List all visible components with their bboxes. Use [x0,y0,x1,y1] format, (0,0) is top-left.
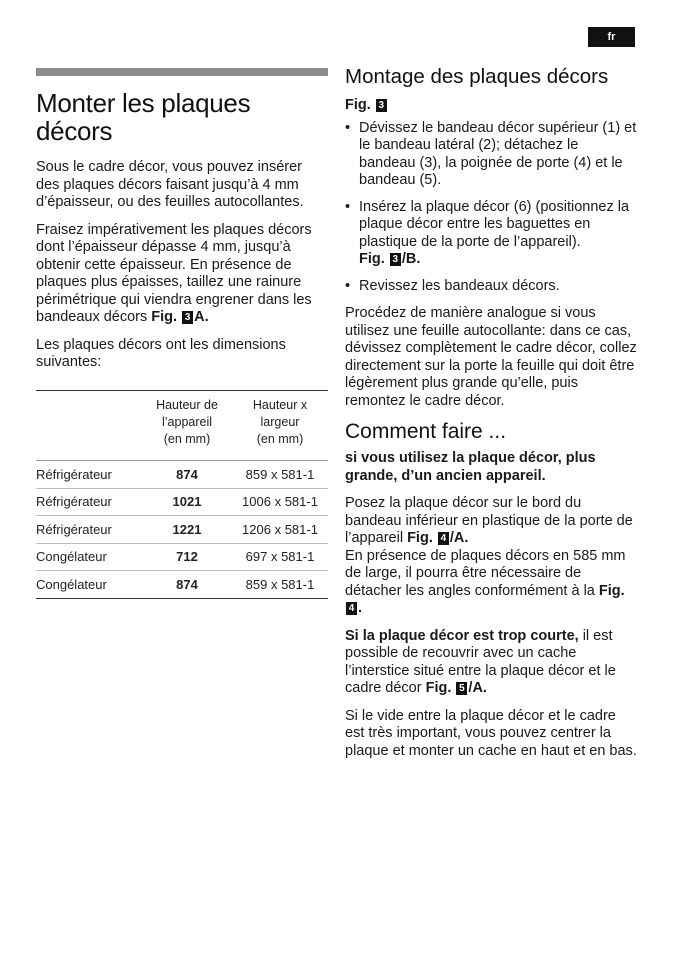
section-rule [36,68,328,76]
figure-reference [345,97,637,115]
row-dims: 1206 x 581-1 [232,516,328,544]
header-line: Hauteur de [156,398,218,412]
fig-label: Fig. [425,680,452,696]
list-item [345,199,637,269]
language-tab: fr [588,27,635,47]
too-short-lead: Si la plaque décor est trop courte, [345,627,579,644]
milling-paragraph [36,222,328,327]
how-to-lead: si vous utilisez la plaque décor, plus grande, d’un ancien appareil. [345,450,596,484]
row-height: 1021 [142,488,232,516]
too-short-text: il est possible de recouvrir avec un cache l’interstice situé entre la plaque décor et le cadre décor [345,627,616,696]
header-line: (en mm) [256,432,304,446]
row-type: Réfrigérateur [36,516,142,544]
figure-reference [151,309,208,325]
header-line: l’appareil [161,415,213,429]
milling-text: Fraisez impérativement les plaques décors dont l’épaisseur dépasse 4 mm, jusqu’à obtenir cette épaisseur. En présence de plaques plus épaisses, taillez une rainure périmétrique qui viendra engrener dans les bandeaux décors [36,221,312,325]
row-type: Réfrigérateur [36,461,142,489]
fig-suffix: /A. [468,680,487,696]
list-item [345,278,637,296]
figure-number-badge: 5 [456,682,467,695]
place-paragraph [345,495,637,618]
fig-label: Fig. [598,582,625,599]
table-row [36,516,328,544]
figure-number-badge: 4 [438,532,449,545]
row-height: 874 [142,461,232,489]
fig-suffix: A. [194,309,209,325]
table-header-height [142,391,232,461]
step-text: Revissez les bandeaux décors. [359,277,560,294]
fig-suffix: /B. [401,251,421,267]
fig-label: Fig. [151,309,178,325]
figure-reference [359,251,420,267]
header-line: Hauteur x [252,398,308,412]
dimensions-table [36,390,328,599]
intro-paragraph: Sous le cadre décor, vous pouvez insérer des plaques décors faisant jusqu’à 4 mm d’épaisseur, ou des feuilles autocollantes. [36,159,304,210]
fig-label: Fig. [345,97,371,113]
row-height: 874 [142,571,232,599]
step-text: Insérez la plaque décor (6) (positionnez la plaque décor entre les baguettes en plastique de la porte de l’appareil). [359,198,630,250]
table-row [36,571,328,599]
too-short-paragraph [345,628,637,698]
row-type: Congélateur [36,543,142,571]
place-text: Posez la plaque décor sur le bord du bandeau inférieur en plastique de la porte de l’appareil [345,495,633,546]
row-type: Réfrigérateur [36,488,142,516]
table-header-row [36,391,328,461]
row-type: Congélateur [36,571,142,599]
fig-label: Fig. [359,251,385,267]
table-row [36,543,328,571]
section-title-how-to: Comment faire ... [345,420,507,443]
gap-paragraph: Si le vide entre la plaque décor et le cadre est très important, vous pouvez centrer la plaque et monter un cache en haut et en bas. [345,707,637,759]
figure-number-badge: 3 [182,311,193,324]
figure-number-badge: 3 [390,253,401,266]
figure-number-badge: 3 [376,99,387,112]
header-line: (en mm) [163,432,211,446]
adhesive-paragraph: Procédez de manière analogue si vous utilisez une feuille autocollante: dans ce cas, dévissez complètement le cadre décor, collez directement sur la porte la feuille qui doit être légèrement plus grande qu’elle, puis remontez le cadre décor. [345,305,637,409]
page-title: Monter les plaques décors [36,88,251,146]
header-line: largeur [260,415,300,429]
step-text: Dévissez le bandeau décor supérieur (1) et le bandeau latéral (2); détachez le bandeau (3), la poignée de porte (4) et le bandeau (5). [359,119,637,188]
fig-label: Fig. [407,530,433,546]
dimensions-intro: Les plaques décors ont les dimensions suivantes: [36,336,286,370]
row-dims: 1006 x 581-1 [232,488,328,516]
list-item [345,120,637,190]
steps-list [345,120,637,296]
row-height: 1221 [142,516,232,544]
row-dims: 697 x 581-1 [232,543,328,571]
left-column [36,68,328,382]
row-height: 712 [142,543,232,571]
row-dims: 859 x 581-1 [232,461,328,489]
fig-suffix: /A. [449,530,469,546]
fig-suffix: . [358,600,363,616]
figure-reference [407,530,468,546]
table-header-type [36,391,142,461]
right-column [345,66,637,770]
corners-text: En présence de plaques décors en 585 mm de large, il pourra être nécessaire de détacher les angles conformément à la [345,547,626,599]
table-row [36,461,328,489]
row-dims: 859 x 581-1 [232,571,328,599]
figure-number-badge: 4 [346,602,357,615]
table-row [36,488,328,516]
section-title-mounting: Montage des plaques décors [345,65,609,88]
table-header-dims [232,391,328,461]
figure-reference [426,680,487,696]
